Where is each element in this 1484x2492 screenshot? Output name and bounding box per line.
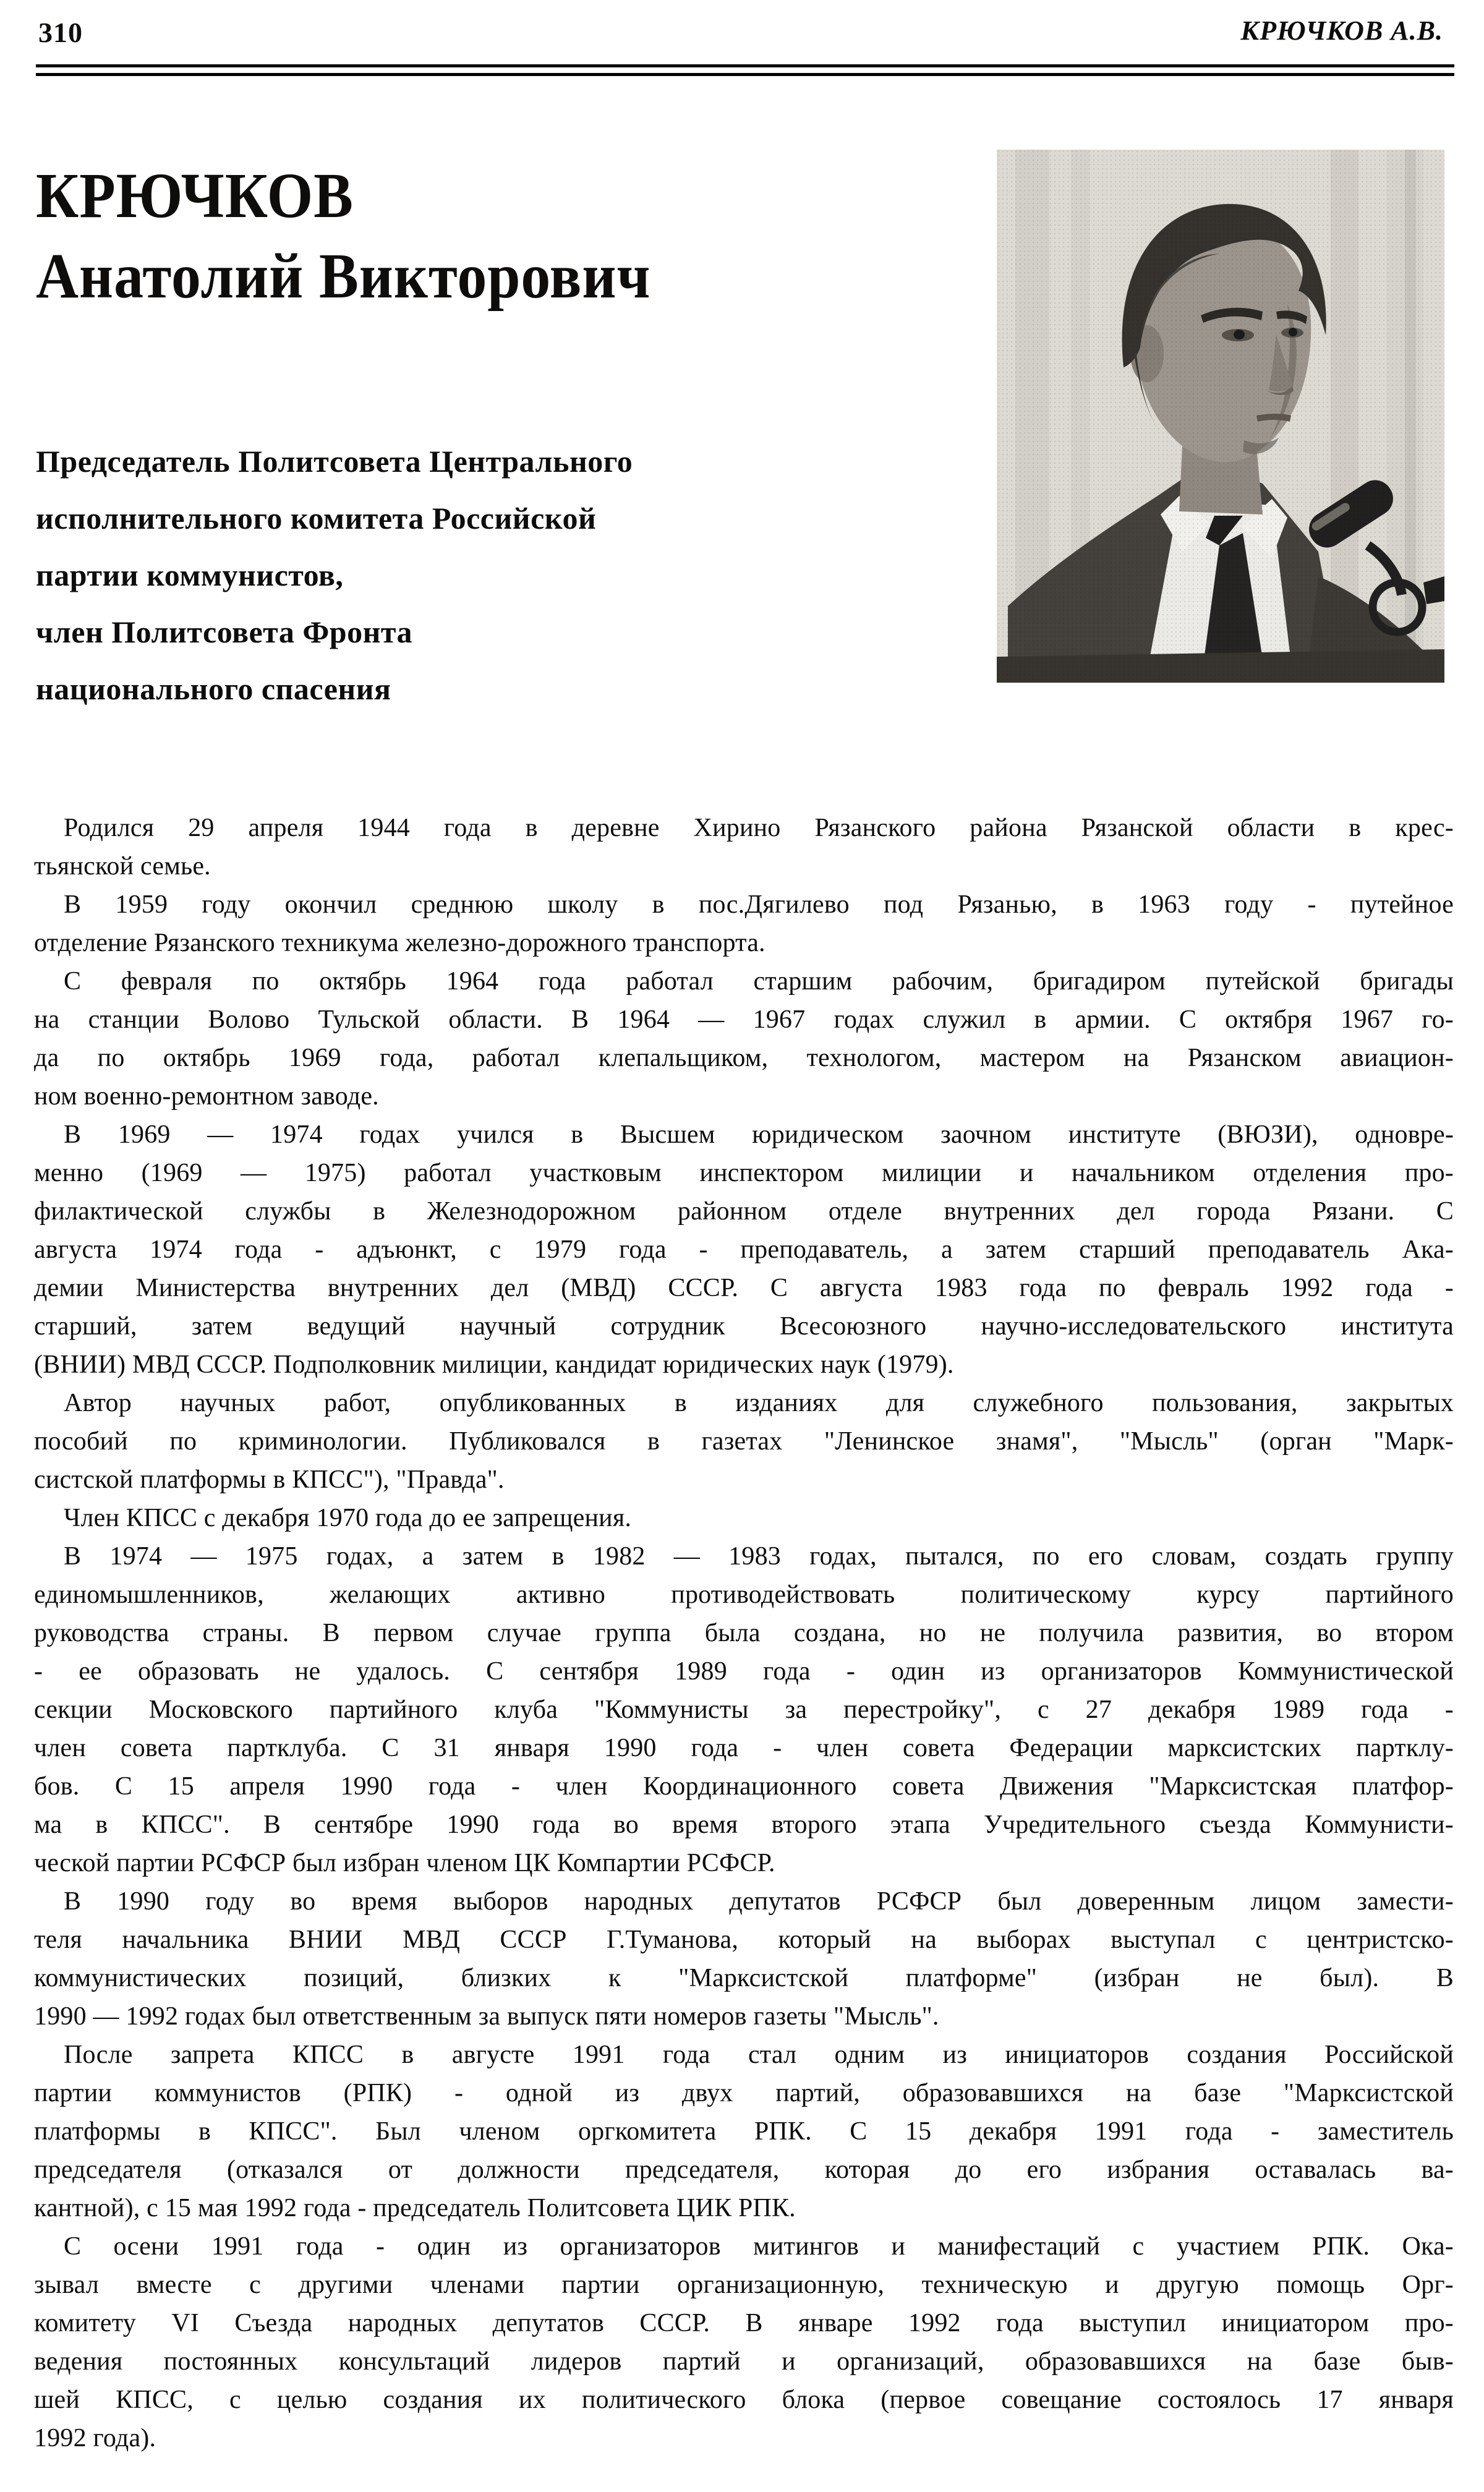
text-line: систской платформы в КПСС"), "Правда". bbox=[34, 1466, 505, 1494]
text-line: 1990 — 1992 годах был ответственным за выпуск пяти номеров газеты "Мысль". bbox=[34, 2002, 939, 2031]
page-title bbox=[36, 156, 889, 317]
running-title: КРЮЧКОВ А.В. bbox=[1240, 15, 1443, 46]
text-line: отделение Рязанского техникума железно-дорожного транспорта. bbox=[34, 929, 765, 957]
text-line: Член КПСС с декабря 1970 года до ее запрещения. bbox=[64, 1504, 632, 1532]
title-name: Анатолий Викторович bbox=[36, 241, 651, 312]
text-line: руководства страны. В первом случае группа была создана, но не получила развития, во втором bbox=[34, 1619, 1454, 1647]
text-line: член совета партклуба. С 31 января 1990 года - член совета Федерации марксистских партклу- bbox=[34, 1734, 1454, 1762]
text-line: платформы в КПСС". Был членом оргкомитета РПК. С 15 декабря 1991 года - заместитель bbox=[34, 2117, 1454, 2146]
paragraph bbox=[34, 962, 1454, 1116]
text-line: В 1969 — 1974 годах учился в Высшем юридическом заочном институте (ВЮЗИ), одновре- bbox=[64, 1120, 1454, 1149]
text-line: ма в КПСС". В сентябре 1990 года во время второго этапа Учредительного съезда Коммунисти- bbox=[34, 1811, 1454, 1839]
paragraph bbox=[34, 2227, 1454, 2457]
text-line: - ее образовать не удалось. С сентября 1989 года - один из организаторов Коммунистической bbox=[34, 1657, 1454, 1686]
paragraph bbox=[34, 885, 1454, 962]
text-line: бов. С 15 апреля 1990 года - член Координационного совета Движения "Марксистская платфор- bbox=[34, 1772, 1454, 1801]
text-line: С осени 1991 года - один из организаторов митингов и манифестаций с участием РПК. Ока- bbox=[64, 2232, 1454, 2261]
paragraph bbox=[34, 1384, 1454, 1499]
text-line: зывал вместе с другими членами партии организационную, техническую и другую помощь Орг- bbox=[34, 2271, 1454, 2299]
text-line: 1992 года). bbox=[34, 2424, 156, 2452]
text-line: единомышленников, желающих активно противодействовать политическому курсу партийного bbox=[34, 1581, 1454, 1609]
paragraph bbox=[34, 1116, 1454, 1384]
text-line: ведения постоянных консультаций лидеров партий и организаций, образовавшихся на базе быв- bbox=[34, 2347, 1454, 2376]
page-number: 310 bbox=[38, 17, 83, 48]
text-line: тьянской семье. bbox=[34, 852, 211, 881]
subtitle bbox=[36, 433, 951, 717]
text-line: ном военно-ремонтном заводе. bbox=[34, 1082, 379, 1111]
subtitle-line: член Политсовета Фронта bbox=[36, 615, 413, 649]
text-line: пособий по криминологии. Публиковался в газетах "Ленинское знамя", "Мысль" (орган "Марк- bbox=[34, 1427, 1454, 1456]
text-line: старший, затем ведущий научный сотрудник Всесоюзного научно-исследовательского института bbox=[34, 1312, 1454, 1341]
text-line: секции Московского партийного клуба "Коммунисты за перестройку", с 27 декабря 1989 года - bbox=[34, 1696, 1454, 1724]
text-line: В 1990 году во время выборов народных депутатов РСФСР был доверенным лицом замести- bbox=[64, 1887, 1454, 1916]
text-line: В 1959 году окончил среднюю школу в пос.Дягилево под Рязанью, в 1963 году - путейное bbox=[64, 890, 1454, 919]
portrait-photo-graphic bbox=[997, 150, 1444, 683]
text-line: Родился 29 апреля 1944 года в деревне Хирино Рязанского района Рязанской области в крес- bbox=[64, 814, 1454, 842]
text-line: демии Министерства внутренних дел (МВД) СССР. С августа 1983 года по февраль 1992 года - bbox=[34, 1274, 1454, 1302]
biography-text bbox=[34, 809, 1454, 2457]
text-line: коммунистических позиций, близких к "Марксистской платформе" (избран не был). В bbox=[34, 1964, 1454, 1992]
subtitle-line: исполнительного комитета Российской bbox=[36, 501, 597, 536]
paragraph bbox=[34, 1537, 1454, 1882]
text-line: комитету VI Съезда народных депутатов СССР. В январе 1992 года выступил инициатором про- bbox=[34, 2309, 1454, 2337]
text-line: С февраля по октябрь 1964 года работал старшим рабочим, бригадиром путейской бригады bbox=[64, 967, 1454, 996]
text-line: филактической службы в Железнодорожном районном отделе внутренних дел города Рязани. С bbox=[34, 1197, 1454, 1226]
title-surname: КРЮЧКОВ bbox=[36, 160, 354, 231]
text-line: менно (1969 — 1975) работал участковым инспектором милиции и начальником отделения про- bbox=[34, 1159, 1454, 1187]
paragraph bbox=[34, 1882, 1454, 2036]
subtitle-line: национального спасения bbox=[36, 672, 391, 706]
text-line: на станции Волово Тульской области. В 1964 — 1967 годах служил в армии. С октября 1967 го- bbox=[34, 1005, 1454, 1034]
text-line: теля начальника ВНИИ МВД СССР Г.Туманова, который на выборах выступал с центристско- bbox=[34, 1926, 1454, 1954]
paragraph bbox=[34, 809, 1454, 885]
subtitle-line: Председатель Политсовета Центрального bbox=[36, 444, 633, 479]
text-line: кантной), с 15 мая 1992 года - председатель Политсовета ЦИК РПК. bbox=[34, 2194, 796, 2222]
subtitle-line: партии коммунистов, bbox=[36, 558, 344, 592]
text-line: ческой партии РСФСР был избран членом ЦК Компартии РСФСР. bbox=[34, 1849, 775, 1877]
text-line: В 1974 — 1975 годах, а затем в 1982 — 1983 годах, пытался, по его словам, создать группу bbox=[64, 1542, 1454, 1571]
text-line: августа 1974 года - адъюнкт, с 1979 года - преподаватель, а затем старший преподаватель Ака- bbox=[34, 1235, 1454, 1264]
portrait-photo bbox=[997, 150, 1444, 683]
paragraph bbox=[34, 2036, 1454, 2227]
text-line: шей КПСС, с целью создания их политического блока (первое совещание состоялось 17 января bbox=[34, 2386, 1454, 2414]
text-line: председателя (отказался от должности председателя, которая до его избрания оставалась ва- bbox=[34, 2156, 1454, 2184]
text-line: партии коммунистов (РПК) - одной из двух партий, образовавшихся на базе "Марксистской bbox=[34, 2079, 1454, 2107]
text-line: Автор научных работ, опубликованных в изданиях для служебного пользования, закрытых bbox=[64, 1389, 1454, 1417]
text-line: да по октябрь 1969 года, работал клепальщиком, технологом, мастером на Рязанском авиацион- bbox=[34, 1044, 1454, 1072]
paragraph bbox=[34, 1499, 1454, 1537]
header-rule bbox=[36, 64, 1454, 76]
text-line: (ВНИИ) МВД СССР. Подполковник милиции, кандидат юридических наук (1979). bbox=[34, 1351, 954, 1379]
text-line: После запрета КПСС в августе 1991 года стал одним из инициаторов создания Российской bbox=[64, 2041, 1454, 2069]
